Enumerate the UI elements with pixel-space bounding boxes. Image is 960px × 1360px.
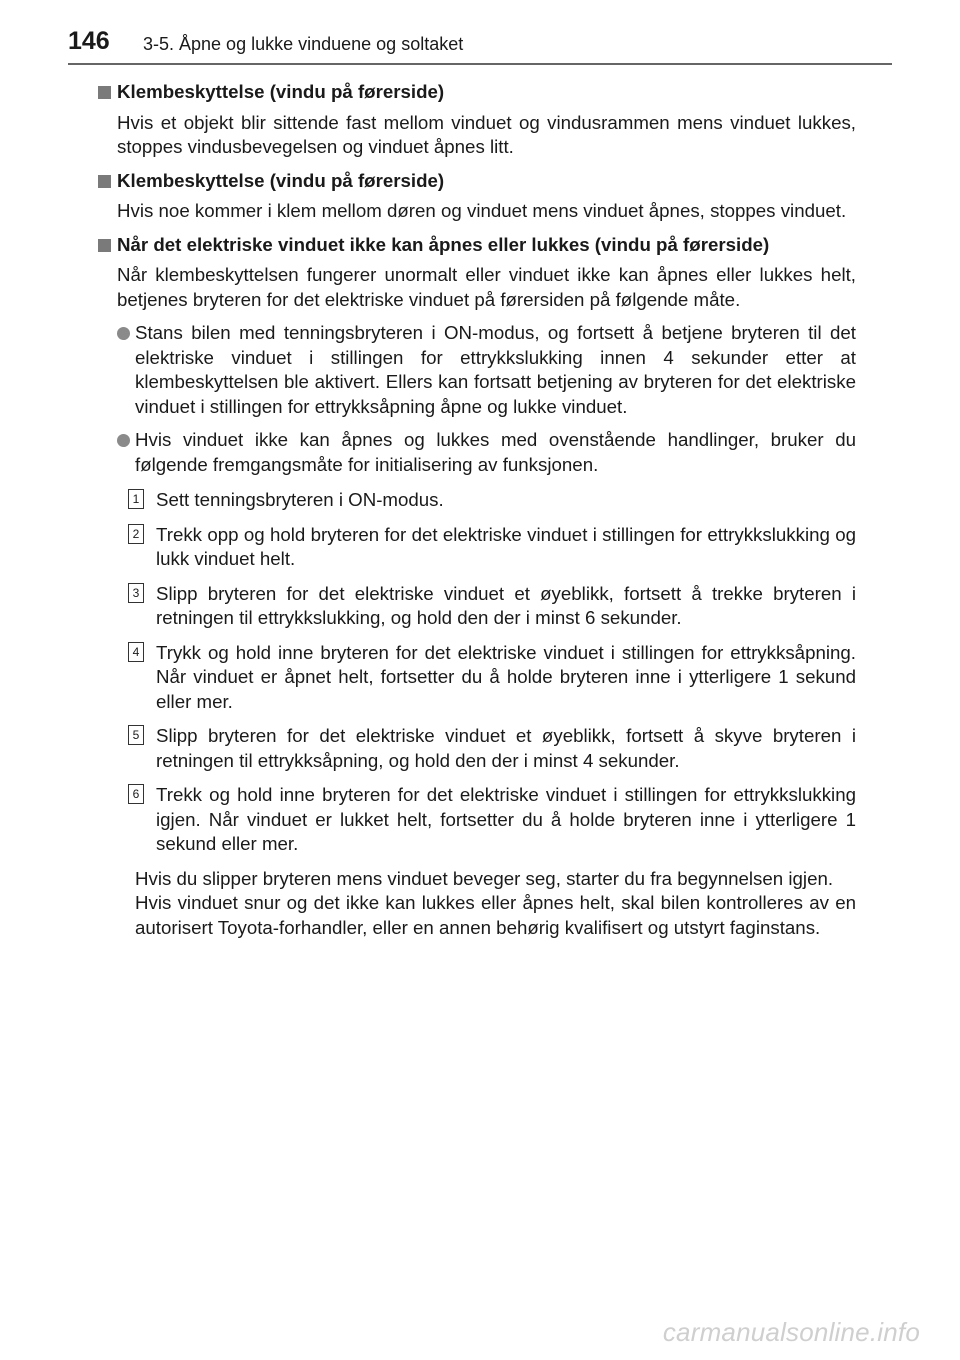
watermark: carmanualsonline.info (662, 1317, 920, 1347)
section-heading-text: Når det elektriske vinduet ikke kan åpnes eller lukkes (vindu på førerside) (117, 233, 770, 255)
step-number-box: 3 (128, 583, 144, 603)
step-text: Slipp bryteren for det elektriske vinduet et øyeblikk, fortsett å skyve bryteren i retningen til ettrykksåpning, og hold den der i minst 4 sekunder. (156, 725, 856, 771)
step-item (98, 641, 856, 715)
section-paragraph: Hvis et objekt blir sittende fast mellom vinduet og vindusrammen mens vinduet lukkes, stoppes vindusbevegelsen og vinduet åpnes litt. (117, 111, 856, 157)
page-header (0, 0, 960, 60)
section-heading (98, 80, 856, 105)
section-paragraph: Hvis noe kommer i klem mellom døren og vinduet mens vinduet åpnes, stoppes vinduet. (117, 200, 847, 221)
step-text: Slipp bryteren for det elektriske vinduet et øyeblikk, fortsett å trekke bryteren i retningen til ettrykkslukking, og hold den der i minst 6 sekunder. (156, 582, 856, 628)
section-paragraph: Når klembeskyttelsen fungerer unormalt eller vinduet ikke kan åpnes eller lukkes helt, betjenes bryteren for det elektriske vinduet på førersiden på følgende måte. (117, 264, 856, 310)
step-number-box: 4 (128, 642, 144, 662)
section-heading (98, 233, 856, 258)
square-bullet-icon (98, 86, 111, 99)
step-list (98, 488, 856, 857)
step-number-box: 2 (128, 524, 144, 544)
bullet-text: Stans bilen med tenningsbryteren i ON-modus, og fortsett å betjene bryteren til det elektriske vinduet i stillingen for ettrykkslukking innen 4 sekunder etter at klembeskyttelsen ble aktivert. Ellers kan fortsatt betjening av bryteren for det elektriske vinduet i stillingen for ettrykksåpning åpne og lukke vinduet. (135, 322, 856, 417)
page-number: 146 (68, 27, 110, 55)
step-text: Trekk opp og hold bryteren for det elektriske vinduet i stillingen for ettrykkslukking og lukk vinduet helt. (156, 523, 856, 569)
step-text: Sett tenningsbryteren i ON-modus. (156, 489, 444, 510)
step-item (98, 488, 856, 513)
step-number-box: 1 (128, 489, 144, 509)
circle-bullet-icon (117, 434, 130, 447)
section-heading-text: Klembeskyttelse (vindu på førerside) (117, 169, 445, 191)
square-bullet-icon (98, 175, 111, 188)
header-divider (68, 63, 892, 65)
section-heading (98, 169, 856, 194)
bullet-text: Hvis vinduet ikke kan åpnes og lukkes med ovenstående handlinger, bruker du følgende fremgangsmåte for initialisering av funksjonen. (135, 429, 856, 475)
section-title: 3-5. Åpne og lukke vinduene og soltaket (143, 34, 464, 54)
step-item (98, 783, 856, 857)
step-text: Trykk og hold inne bryteren for det elektriske vinduet i stillingen for ettrykksåpning. Når vinduet er åpnet helt, fortsetter du å holde bryteren inne i ytterligere 1 sekund eller mer. (156, 641, 856, 712)
circle-bullet-icon (117, 327, 130, 340)
step-item (98, 582, 856, 631)
step-item (98, 523, 856, 572)
section-heading-text: Klembeskyttelse (vindu på førerside) (117, 81, 445, 102)
closing-text: Hvis du slipper bryteren mens vinduet beveger seg, starter du fra begynnelsen igjen. (135, 867, 834, 889)
step-text: Trekk og hold inne bryteren for det elektriske vinduet i stillingen for ettrykkslukking igjen. Når vinduet er lukket helt, fortsetter du å holde bryteren inne i ytterligere 1 sekund eller mer. (156, 784, 856, 854)
step-number-box: 5 (128, 725, 144, 745)
step-number-box: 6 (128, 784, 144, 804)
step-item (98, 724, 856, 773)
page-content (98, 80, 856, 940)
closing-paragraph (98, 867, 856, 941)
closing-text: Hvis vinduet snur og det ikke kan lukkes eller åpnes helt, skal bilen kontrolleres av en autorisert Toyota-forhandler, eller en annen behørig kvalifisert og utstyrt faginstans. (135, 892, 856, 938)
bullet-item (98, 428, 856, 477)
bullet-item (98, 321, 856, 419)
square-bullet-icon (98, 239, 111, 252)
